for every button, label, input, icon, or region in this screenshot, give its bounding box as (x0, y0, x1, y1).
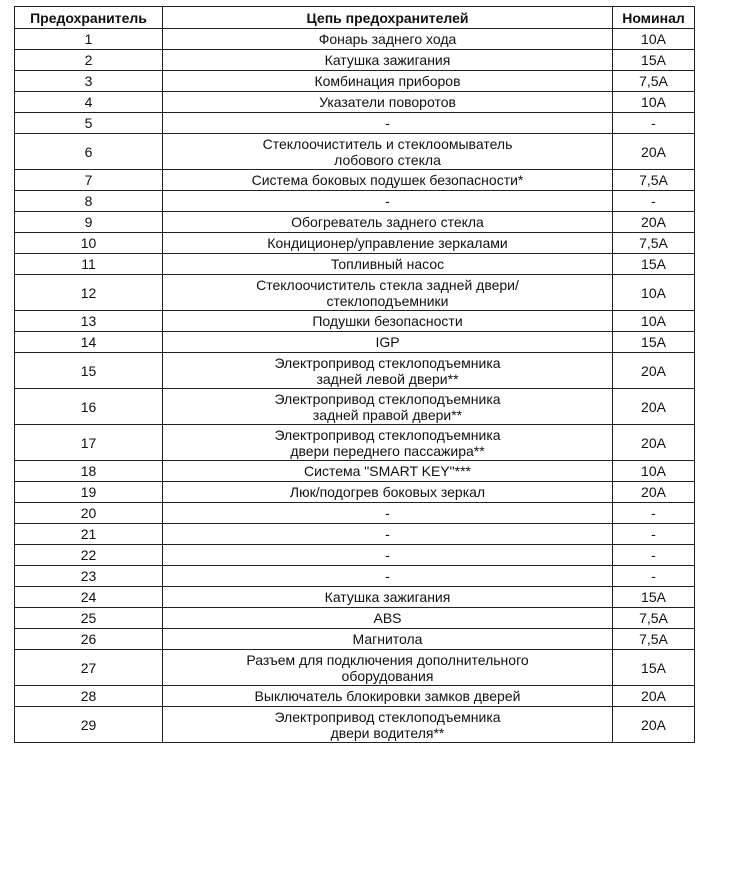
fuse-number-cell: 8 (15, 191, 163, 212)
rating-cell: 10A (613, 275, 695, 311)
fuse-number-cell: 4 (15, 92, 163, 113)
rating-cell: 7,5A (613, 629, 695, 650)
circuit-cell: - (163, 524, 613, 545)
fuse-number-cell: 18 (15, 461, 163, 482)
rating-cell: 10A (613, 92, 695, 113)
header-fuse: Предохранитель (15, 7, 163, 29)
circuit-cell: ABS (163, 608, 613, 629)
fuse-number-cell: 20 (15, 503, 163, 524)
rating-cell: 15A (613, 254, 695, 275)
rating-cell: 15A (613, 587, 695, 608)
table-row (15, 170, 695, 191)
fuse-number-cell: 19 (15, 482, 163, 503)
fuse-number-cell: 15 (15, 353, 163, 389)
circuit-cell: - (163, 113, 613, 134)
rating-cell: - (613, 191, 695, 212)
fuse-table (14, 6, 695, 743)
fuse-number-cell: 21 (15, 524, 163, 545)
table-row (15, 50, 695, 71)
table-row (15, 311, 695, 332)
circuit-cell: Люк/подогрев боковых зеркал (163, 482, 613, 503)
rating-cell: 20A (613, 482, 695, 503)
circuit-cell: - (163, 566, 613, 587)
fuse-number-cell: 9 (15, 212, 163, 233)
circuit-cell: Фонарь заднего хода (163, 29, 613, 50)
fuse-number-cell: 17 (15, 425, 163, 461)
table-header-row (15, 7, 695, 29)
circuit-cell: Магнитола (163, 629, 613, 650)
fuse-number-cell: 14 (15, 332, 163, 353)
fuse-number-cell: 22 (15, 545, 163, 566)
table-row (15, 503, 695, 524)
table-row (15, 545, 695, 566)
table-row (15, 524, 695, 545)
rating-cell: 15A (613, 50, 695, 71)
rating-cell: 15A (613, 650, 695, 686)
table-row (15, 608, 695, 629)
circuit-cell: - (163, 503, 613, 524)
rating-cell: 7,5A (613, 170, 695, 191)
circuit-cell: Электропривод стеклоподъемника задней правой двери** (163, 389, 613, 425)
table-row (15, 461, 695, 482)
circuit-cell: Топливный насос (163, 254, 613, 275)
fuse-number-cell: 27 (15, 650, 163, 686)
table-row (15, 71, 695, 92)
table-row (15, 353, 695, 389)
table-row (15, 92, 695, 113)
fuse-number-cell: 2 (15, 50, 163, 71)
rating-cell: 20A (613, 389, 695, 425)
circuit-cell: Электропривод стеклоподъемника двери переднего пассажира** (163, 425, 613, 461)
table-row (15, 275, 695, 311)
fuse-number-cell: 5 (15, 113, 163, 134)
fuse-number-cell: 12 (15, 275, 163, 311)
table-row (15, 332, 695, 353)
fuse-number-cell: 26 (15, 629, 163, 650)
table-row (15, 134, 695, 170)
header-circuit: Цепь предохранителей (163, 7, 613, 29)
circuit-cell: Стеклоочиститель и стеклоомыватель лобового стекла (163, 134, 613, 170)
fuse-number-cell: 6 (15, 134, 163, 170)
rating-cell: 20A (613, 134, 695, 170)
rating-cell: 7,5A (613, 71, 695, 92)
circuit-cell: IGP (163, 332, 613, 353)
circuit-cell: Выключатель блокировки замков дверей (163, 686, 613, 707)
circuit-cell: Подушки безопасности (163, 311, 613, 332)
fuse-number-cell: 24 (15, 587, 163, 608)
rating-cell: - (613, 545, 695, 566)
fuse-number-cell: 10 (15, 233, 163, 254)
rating-cell: - (613, 113, 695, 134)
rating-cell: 7,5A (613, 233, 695, 254)
table-row (15, 629, 695, 650)
table-row (15, 566, 695, 587)
fuse-number-cell: 25 (15, 608, 163, 629)
table-row (15, 113, 695, 134)
rating-cell: 7,5A (613, 608, 695, 629)
rating-cell: - (613, 503, 695, 524)
fuse-number-cell: 3 (15, 71, 163, 92)
rating-cell: - (613, 566, 695, 587)
fuse-table-page (14, 6, 695, 743)
table-body (15, 29, 695, 743)
table-row (15, 686, 695, 707)
circuit-cell: Указатели поворотов (163, 92, 613, 113)
table-row (15, 587, 695, 608)
circuit-cell: Кондиционер/управление зеркалами (163, 233, 613, 254)
rating-cell: - (613, 524, 695, 545)
fuse-number-cell: 7 (15, 170, 163, 191)
fuse-number-cell: 16 (15, 389, 163, 425)
rating-cell: 20A (613, 707, 695, 743)
circuit-cell: Катушка зажигания (163, 587, 613, 608)
rating-cell: 20A (613, 686, 695, 707)
rating-cell: 20A (613, 353, 695, 389)
fuse-number-cell: 23 (15, 566, 163, 587)
circuit-cell: Обогреватель заднего стекла (163, 212, 613, 233)
table-row (15, 191, 695, 212)
table-row (15, 254, 695, 275)
circuit-cell: Система "SMART KEY"*** (163, 461, 613, 482)
fuse-number-cell: 11 (15, 254, 163, 275)
table-row (15, 389, 695, 425)
rating-cell: 10A (613, 311, 695, 332)
circuit-cell: Катушка зажигания (163, 50, 613, 71)
circuit-cell: Электропривод стеклоподъемника задней левой двери** (163, 353, 613, 389)
circuit-cell: Электропривод стеклоподъемника двери водителя** (163, 707, 613, 743)
fuse-number-cell: 29 (15, 707, 163, 743)
rating-cell: 20A (613, 425, 695, 461)
table-row (15, 212, 695, 233)
table-row (15, 650, 695, 686)
circuit-cell: Система боковых подушек безопасности* (163, 170, 613, 191)
fuse-number-cell: 1 (15, 29, 163, 50)
fuse-number-cell: 28 (15, 686, 163, 707)
table-row (15, 482, 695, 503)
rating-cell: 20A (613, 212, 695, 233)
table-row (15, 425, 695, 461)
table-row (15, 29, 695, 50)
header-rating: Номинал (613, 7, 695, 29)
rating-cell: 10A (613, 461, 695, 482)
table-row (15, 707, 695, 743)
table-row (15, 233, 695, 254)
fuse-number-cell: 13 (15, 311, 163, 332)
rating-cell: 15A (613, 332, 695, 353)
rating-cell: 10A (613, 29, 695, 50)
circuit-cell: - (163, 545, 613, 566)
circuit-cell: - (163, 191, 613, 212)
circuit-cell: Разъем для подключения дополнительного оборудования (163, 650, 613, 686)
circuit-cell: Стеклоочиститель стекла задней двери/ стеклоподъемники (163, 275, 613, 311)
circuit-cell: Комбинация приборов (163, 71, 613, 92)
